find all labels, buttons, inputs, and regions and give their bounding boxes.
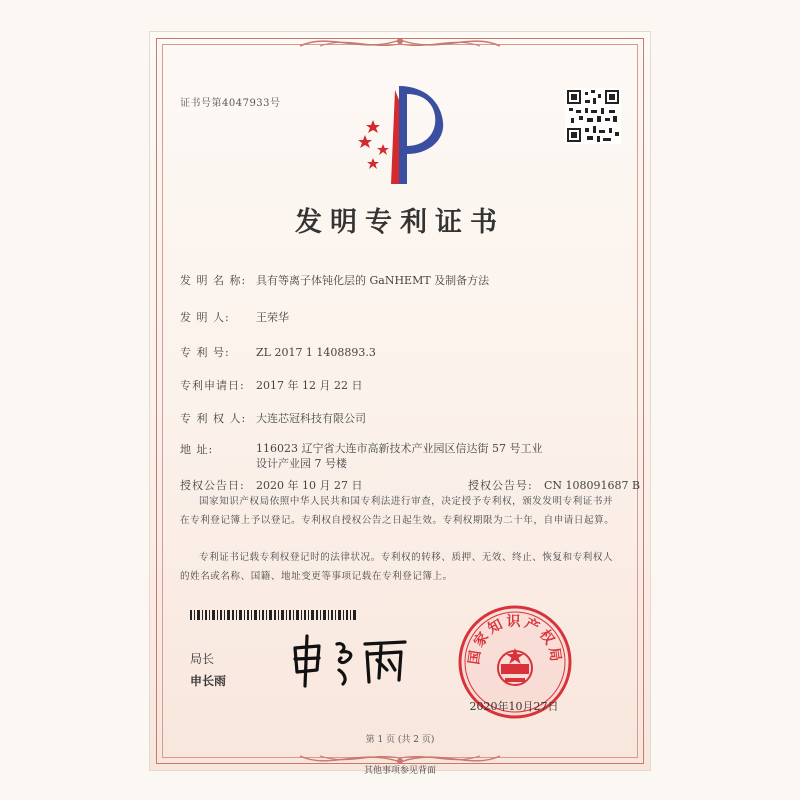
field-grant-number	[468, 477, 640, 493]
field-label: 授权公告号:	[468, 479, 533, 492]
field-invention-name	[180, 272, 489, 288]
field-value: 具有等离子体钝化层的 GaNHEMT 及制备方法	[256, 274, 490, 287]
qr-code-icon	[565, 88, 621, 144]
field-value: 116023 辽宁省大连市高新技术产业园区信达街 57 号工业设计产业园 7 号楼	[256, 442, 543, 470]
field-address	[180, 441, 546, 471]
certificate-number: 证书号第4047933号	[180, 98, 281, 109]
field-value: 2020 年 10 月 27 日	[256, 479, 363, 492]
field-value: 2017 年 12 月 22 日	[256, 379, 363, 392]
field-label: 专利申请日:	[180, 379, 245, 392]
footer-note: 其他事项参见背面	[363, 766, 436, 776]
legal-status-statement: 专利证书记载专利权登记时的法律状况。专利权的转移、质押、无效、终止、恢复和专利权人的姓名或名称、国籍、地址变更等事项记载在专利登记簿上。	[180, 552, 614, 582]
grant-statement: 国家知识产权局依照中华人民共和国专利法进行审查，决定授予专利权，颁发发明专利证书并在专利登记簿上予以登记。专利权自授权公告之日起生效。专利权期限为二十年，自申请日起算。	[180, 496, 615, 526]
top-ornament-icon	[290, 32, 510, 54]
director-name: 申长雨	[190, 674, 227, 688]
field-value: CN 108091687 B	[544, 479, 641, 492]
seal-date: 2020年10月27日	[469, 700, 559, 713]
svg-text:国家知识产权局: 国家知识产权局	[466, 614, 564, 666]
field-label: 专 利 权 人:	[180, 412, 247, 425]
field-value: ZL 2017 1 1408893.3	[256, 346, 376, 359]
field-inventor	[180, 309, 289, 325]
patent-office-logo-icon	[355, 80, 445, 190]
patent-certificate	[150, 32, 650, 770]
field-value: 大连芯冠科技有限公司	[256, 412, 366, 425]
barcode-icon	[190, 610, 358, 620]
field-label: 地 址:	[180, 443, 214, 456]
field-label: 授权公告日:	[180, 479, 245, 492]
field-label: 发 明 名 称:	[180, 274, 247, 287]
certificate-title: 发明专利证书	[295, 207, 505, 238]
director-title: 局长	[190, 652, 215, 666]
handwritten-signature-icon	[285, 630, 415, 690]
field-value: 王荣华	[256, 311, 289, 324]
field-label: 专 利 号:	[180, 346, 230, 359]
page-number: 第 1 页 (共 2 页)	[365, 735, 435, 745]
field-application-date	[180, 377, 362, 393]
field-grant-date	[180, 477, 362, 493]
field-patentee	[180, 410, 366, 426]
field-patent-number	[180, 344, 376, 360]
field-label: 发 明 人:	[180, 311, 230, 324]
